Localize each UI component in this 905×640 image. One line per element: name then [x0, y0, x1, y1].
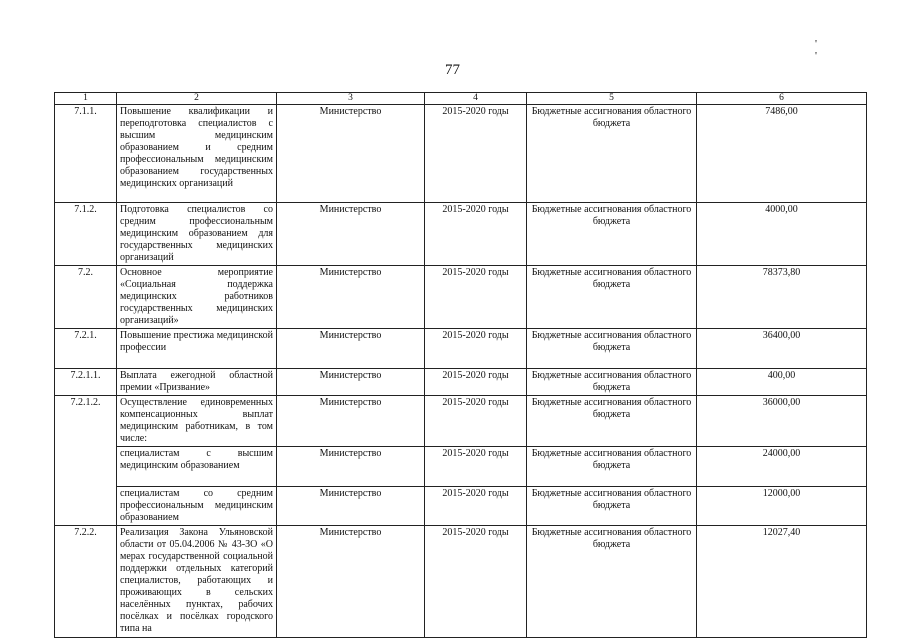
amount: 24000,00 — [697, 447, 867, 487]
funding-source: Бюджетные ассигнования областного бюджета — [527, 266, 697, 329]
funding-source: Бюджетные ассигнования областного бюджета — [527, 369, 697, 396]
funding-source: Бюджетные ассигнования областного бюджета — [527, 203, 697, 266]
amount: 4000,00 — [697, 203, 867, 266]
term: 2015-2020 годы — [425, 369, 527, 396]
measure-name: Повышение квалификации и переподготовка специалистов с высшим медицинским образованием и средним профессиональным медицинским образованием государственных медицинских организаций — [117, 105, 277, 203]
table-row — [55, 329, 867, 369]
measure-name: Выплата ежегодной областной премии «Призвание» — [117, 369, 277, 396]
row-number: 7.2.1.2. — [55, 396, 117, 447]
row-number: 7.2.1.1. — [55, 369, 117, 396]
header-row — [55, 93, 867, 105]
table-row — [55, 526, 867, 638]
amount: 7486,00 — [697, 105, 867, 203]
row-number — [55, 487, 117, 526]
executor: Министерство — [277, 447, 425, 487]
amount: 12027,40 — [697, 526, 867, 638]
term: 2015-2020 годы — [425, 203, 527, 266]
program-table — [54, 92, 867, 638]
amount: 36000,00 — [697, 396, 867, 447]
executor: Министерство — [277, 203, 425, 266]
term: 2015-2020 годы — [425, 329, 527, 369]
amount: 36400,00 — [697, 329, 867, 369]
header-cell: 4 — [425, 93, 527, 105]
funding-source: Бюджетные ассигнования областного бюджета — [527, 526, 697, 638]
measure-name: Основное мероприятие «Социальная поддержка медицинских работников государственных медицинских организаций» — [117, 266, 277, 329]
executor: Министерство — [277, 369, 425, 396]
header-cell: 6 — [697, 93, 867, 105]
corner-marks: ' ' — [815, 38, 847, 62]
row-number — [55, 447, 117, 487]
measure-name: Реализация Закона Ульяновской области от 05.04.2006 № 43-ЗО «О мерах государственной социальной поддержки отдельных категорий специалистов, работающих и проживающих в сельских населённых пунктах, рабочих посёлках и посёлках городского типа на — [117, 526, 277, 638]
table-row — [55, 266, 867, 329]
table-row — [55, 203, 867, 266]
term: 2015-2020 годы — [425, 487, 527, 526]
table-row — [55, 105, 867, 203]
table-row — [55, 396, 867, 447]
amount: 78373,80 — [697, 266, 867, 329]
measure-name: Осуществление единовременных компенсационных выплат медицинским работникам, в том числе: — [117, 396, 277, 447]
table-row — [55, 487, 867, 526]
header-cell: 5 — [527, 93, 697, 105]
page-number: 77 — [445, 62, 460, 78]
table-row — [55, 447, 867, 487]
term: 2015-2020 годы — [425, 396, 527, 447]
executor: Министерство — [277, 105, 425, 203]
amount: 12000,00 — [697, 487, 867, 526]
executor: Министерство — [277, 329, 425, 369]
table-row — [55, 369, 867, 396]
funding-source: Бюджетные ассигнования областного бюджета — [527, 447, 697, 487]
row-number: 7.1.2. — [55, 203, 117, 266]
term: 2015-2020 годы — [425, 526, 527, 638]
term: 2015-2020 годы — [425, 105, 527, 203]
row-number: 7.2. — [55, 266, 117, 329]
funding-source: Бюджетные ассигнования областного бюджета — [527, 105, 697, 203]
executor: Министерство — [277, 396, 425, 447]
funding-source: Бюджетные ассигнования областного бюджета — [527, 487, 697, 526]
executor: Министерство — [277, 266, 425, 329]
executor: Министерство — [277, 526, 425, 638]
funding-source: Бюджетные ассигнования областного бюджета — [527, 329, 697, 369]
term: 2015-2020 годы — [425, 447, 527, 487]
row-number: 7.1.1. — [55, 105, 117, 203]
executor: Министерство — [277, 487, 425, 526]
row-number: 7.2.1. — [55, 329, 117, 369]
amount: 400,00 — [697, 369, 867, 396]
header-cell: 1 — [55, 93, 117, 105]
row-number: 7.2.2. — [55, 526, 117, 638]
header-cell: 3 — [277, 93, 425, 105]
term: 2015-2020 годы — [425, 266, 527, 329]
funding-source: Бюджетные ассигнования областного бюджета — [527, 396, 697, 447]
measure-name: Повышение престижа медицинской профессии — [117, 329, 277, 369]
measure-name: специалистам с высшим медицинским образованием — [117, 447, 277, 487]
measure-name: Подготовка специалистов со средним профессиональным медицинским образованием для государственных медицинских организаций — [117, 203, 277, 266]
measure-name: специалистам со средним профессиональным медицинским образованием — [117, 487, 277, 526]
header-cell: 2 — [117, 93, 277, 105]
